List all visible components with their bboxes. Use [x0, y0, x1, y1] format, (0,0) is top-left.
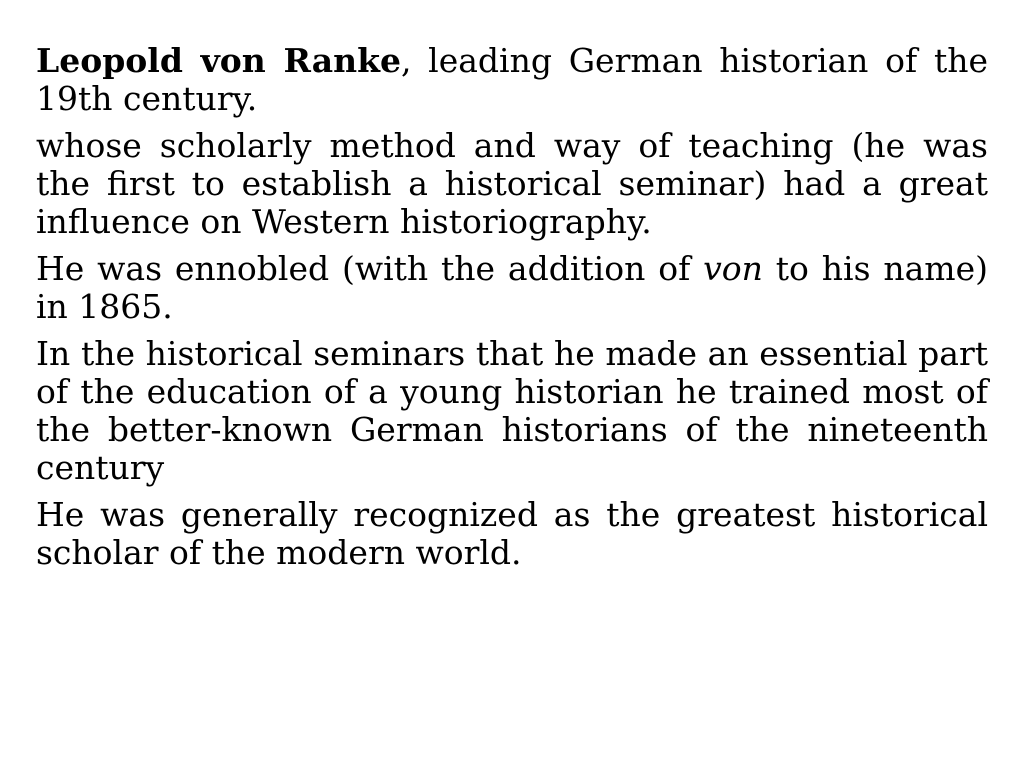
paragraph-method: whose scholarly method and way of teaching (he was the first to establish a historical seminar) had a great influence on Western historiography.	[36, 126, 988, 241]
intro-text: , leading German historian of the 19th century.	[36, 41, 988, 118]
slide-body	[36, 42, 988, 581]
paragraph-intro	[36, 42, 988, 118]
paragraph-seminars: In the historical seminars that he made an essential part of the education of a young historian he trained most of the better-known German historians of the nineteenth century	[36, 334, 988, 487]
ennobled-text-before: He was ennobled (with the addition of	[36, 249, 704, 288]
subject-name: Leopold von Ranke	[36, 41, 401, 80]
ennobled-text-after: to his name) in 1865.	[36, 249, 988, 326]
ennobled-emphasis: von	[703, 249, 763, 288]
paragraph-recognition: He was generally recognized as the greatest historical scholar of the modern world.	[36, 495, 988, 572]
paragraph-ennobled	[36, 250, 988, 326]
